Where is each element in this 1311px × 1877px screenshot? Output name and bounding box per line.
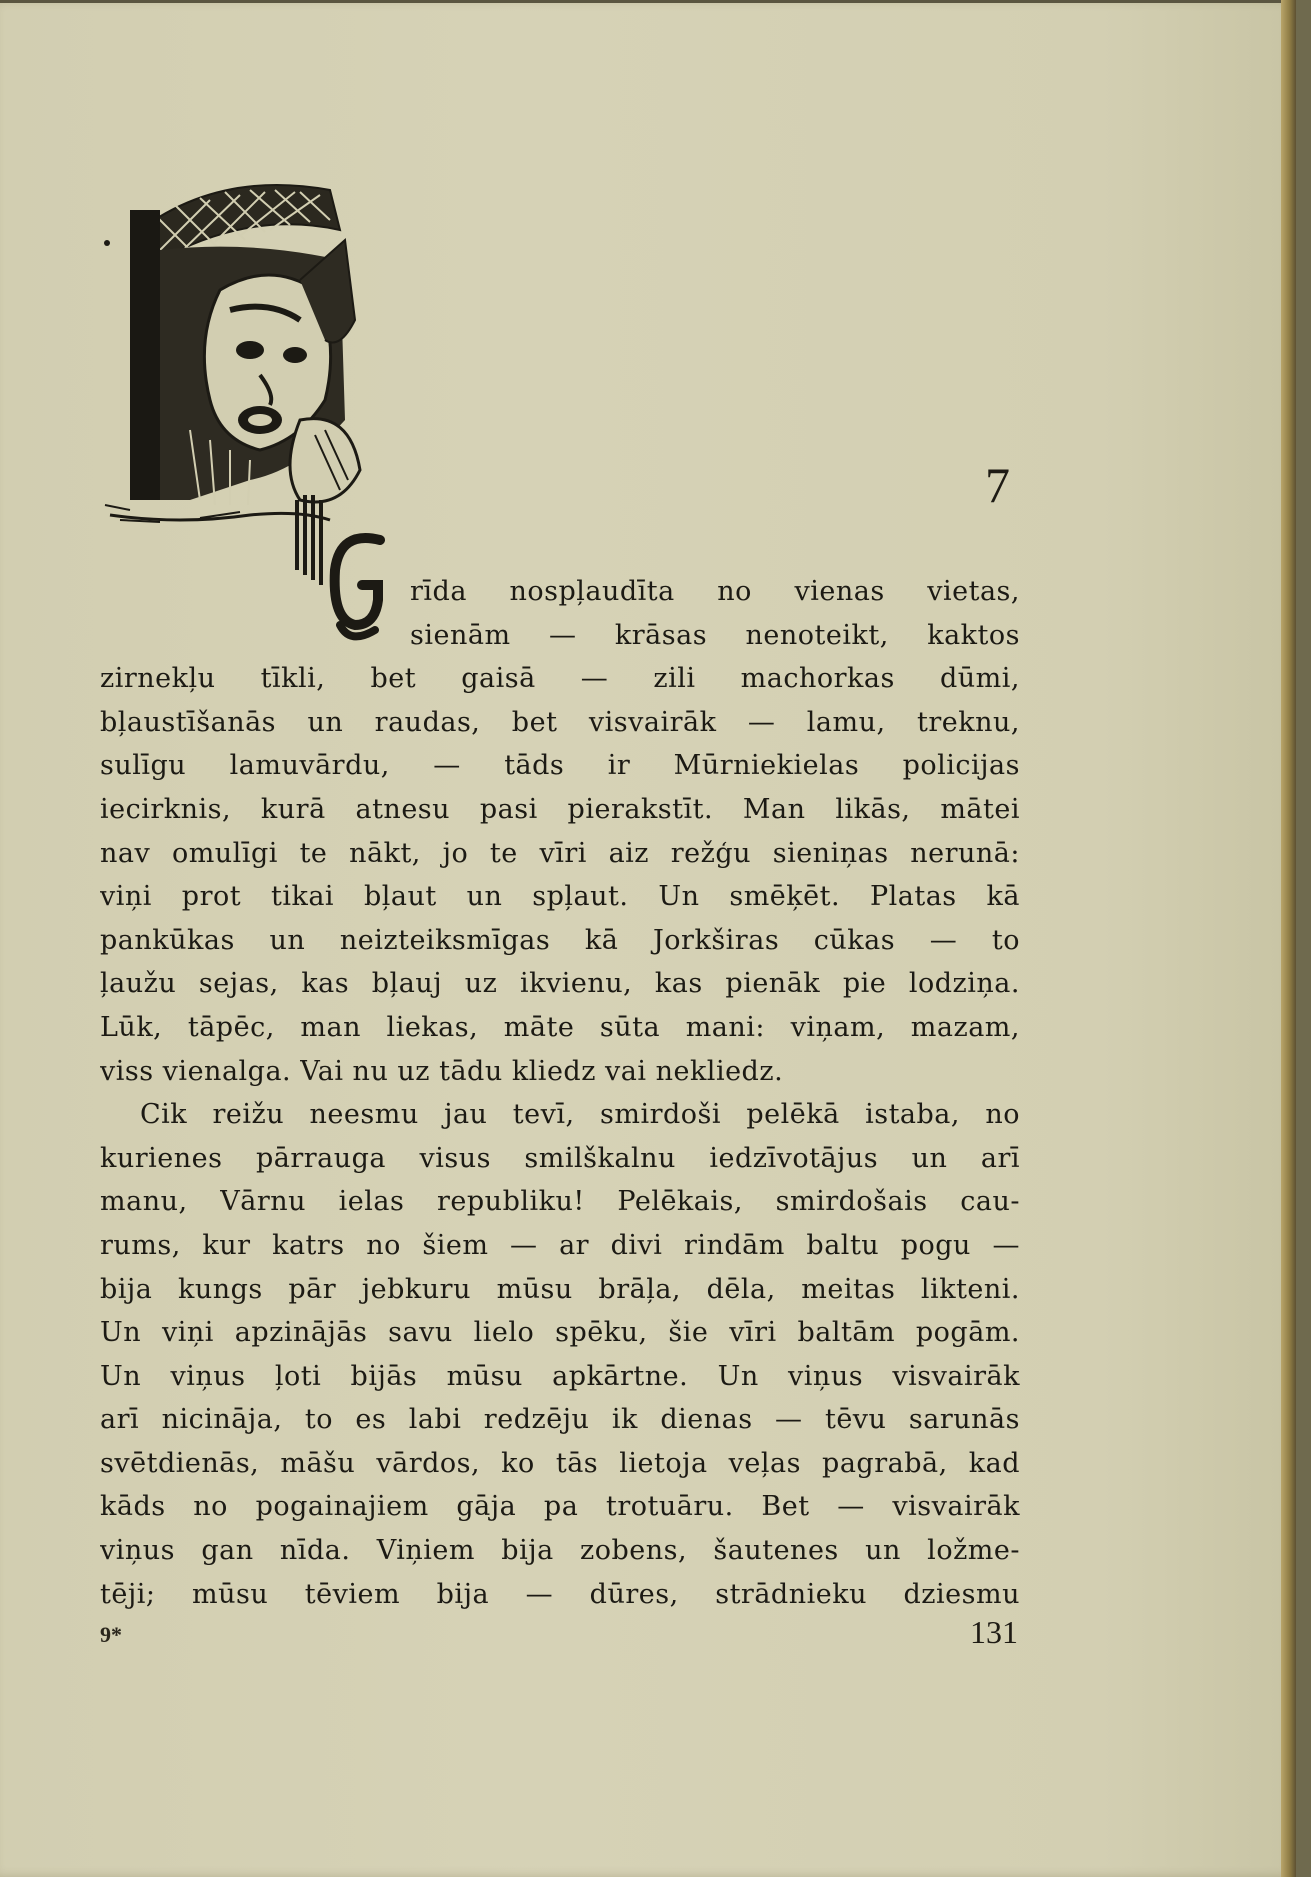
text-line: Lūk, tāpēc, man liekas, māte sūta mani: viņam, mazam, bbox=[100, 1011, 1020, 1043]
page-top-edge bbox=[0, 0, 1296, 3]
text-line: bija kungs pār jebkuru mūsu brāļa, dēla, meitas likteni. bbox=[100, 1273, 1020, 1305]
text-line: Un viņus ļoti bijās mūsu apkārtne. Un viņus visvairāk bbox=[100, 1360, 1020, 1392]
text-line: kāds no pogainajiem gāja pa trotuāru. Bet — visvairāk bbox=[100, 1491, 1020, 1523]
text-line: Cik reižu neesmu jau tevī, smirdoši pelēkā istaba, no bbox=[140, 1099, 1020, 1131]
page-spine-edge bbox=[1281, 0, 1296, 1877]
text-line: manu, Vārnu ielas republiku! Pelēkais, smirdošais cau- bbox=[100, 1186, 1020, 1218]
text-line: rums, kur katrs no šiem — ar divi rindām baltu pogu — bbox=[100, 1229, 1020, 1261]
body-text bbox=[100, 570, 1020, 1616]
text-line: viņi prot tikai bļaut un spļaut. Un smēķēt. Platas kā bbox=[100, 881, 1020, 913]
text-line: sienām — krāsas nenoteikt, kaktos bbox=[410, 619, 1020, 651]
text-line: arī nicināja, to es labi redzēju ik dienas — tēvu sarunās bbox=[100, 1404, 1020, 1436]
text-line: svētdienās, māšu vārdos, ko tās lietoja veļas pagrabā, kad bbox=[100, 1447, 1020, 1479]
text-line: nav omulīgi te nākt, jo te vīri aiz režģu sieniņas nerunā: bbox=[100, 837, 1020, 869]
text-line: sulīgu lamuvārdu, — tāds ir Mūrniekielas policijas bbox=[100, 750, 1020, 782]
text-line: tēji; mūsu tēviem bija — dūres, strādnieku dziesmu bbox=[100, 1578, 1020, 1610]
text-line: viss vienalga. Vai nu uz tādu kliedz vai nekliedz. bbox=[100, 1055, 784, 1087]
text-line: zirnekļu tīkli, bet gaisā — zili machorkas dūmi, bbox=[100, 663, 1020, 695]
page-number: 131 bbox=[970, 1614, 1018, 1650]
signature-mark: 9* bbox=[100, 1622, 122, 1647]
text-line: viņus gan nīda. Viņiem bija zobens, šautenes un ložme- bbox=[100, 1535, 1020, 1567]
text-line: ļaužu sejas, kas bļauj uz ikvienu, kas pienāk pie lodziņa. bbox=[100, 968, 1020, 1000]
text-line: Un viņi apzinājās savu lielo spēku, šie vīri baltām pogām. bbox=[100, 1317, 1020, 1349]
text-line: kurienes pārrauga visus smilškalnu iedzīvotājus un arī bbox=[100, 1142, 1020, 1174]
chapter-number: 7 bbox=[985, 457, 1010, 513]
text-line: bļaustīšanās un raudas, bet visvairāk — lamu, treknu, bbox=[100, 706, 1020, 738]
text-line: iecirknis, kurā atnesu pasi pierakstīt. Man likās, mātei bbox=[100, 793, 1020, 825]
text-line: pankūkas un neizteiksmīgas kā Jorkširas cūkas — to bbox=[100, 924, 1020, 956]
text-line: rīda nospļaudīta no vienas vietas, bbox=[410, 576, 1020, 607]
